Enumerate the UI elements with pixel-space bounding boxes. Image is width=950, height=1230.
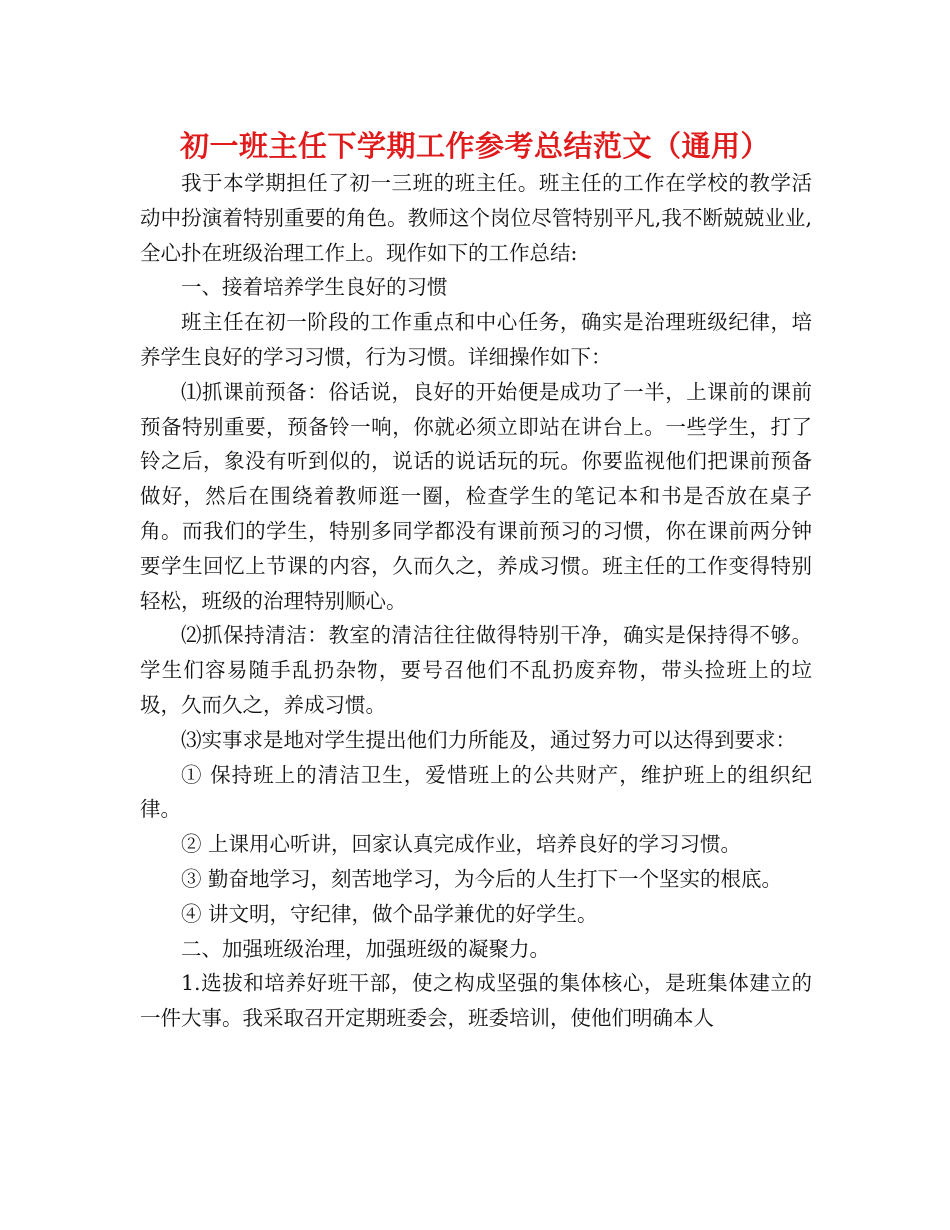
list-item-requirement-4: ④ 讲文明，守纪律，做个品学兼优的好学生。 [181,901,598,926]
document-body [140,166,812,1036]
list-item-requirement-2: ② 上课用心听讲，回家认真完成作业，培养良好的学习习惯。 [181,832,742,857]
document-title: 初一班主任下学期工作参考总结范文（通用） [179,129,770,163]
list-item-requirement-1: ① 保持班上的清洁卫生，爱惜班上的公共财产，维护班上的组织纪律。 [140,762,812,822]
paragraph-class-leaders: 1.选拔和培养好班干部，使之构成坚强的集体核心，是班集体建立的一件大事。我采取召开定期班委会，班委培训，使他们明确本人 [140,971,812,1031]
list-item-requirement-3: ③ 勤奋地学习，刻苦地学习，为今后的人生打下一个坚实的根底。 [181,866,783,891]
paragraph-item-preparation: ⑴抓课前预备：俗话说，良好的开始便是成功了一半，上课前的课前预备特别重要，预备铃一响，你就必须立即站在讲台上。一些学生，打了铃之后，象没有听到似的，说话的说话玩的玩。你要监视他们把课前预备做好，然后在围绕着教师逛一圈，检查学生的笔记本和书是否放在桌子角。而我们的学生，特别多同学都没有课前预习的习惯，你在课前两分钟要学生回忆上节课的内容，久而久之，养成习惯。班主任的工作变得特别轻松，班级的治理特别顺心。 [140,379,812,613]
paragraph-item-cleanliness: ⑵抓保持清洁：教室的清洁往往做得特别干净，确实是保持得不够。学生们容易随手乱扔杂物，要号召他们不乱扔废弃物，带头捡班上的垃圾，久而久之，养成习惯。 [140,623,812,717]
paragraph-intro: 我于本学期担任了初一三班的班主任。班主任的工作在学校的教学活动中扮演着特别重要的角色。教师这个岗位尽管特别平凡,我不断兢兢业业,全心扑在班级治理工作上。现作如下的工作总结: [140,171,812,265]
paragraph-focus: 班主任在初一阶段的工作重点和中心任务，确实是治理班级纪律，培养学生良好的学习习惯，行为习惯。详细操作如下： [140,310,812,369]
section-heading-management: 二、加强班级治理，加强班级的凝聚力。 [181,936,550,961]
paragraph-item-requirements: ⑶实事求是地对学生提出他们力所能及，通过努力可以达得到要求： [181,727,796,752]
section-heading-habits: 一、接着培养学生良好的习惯 [181,275,448,300]
